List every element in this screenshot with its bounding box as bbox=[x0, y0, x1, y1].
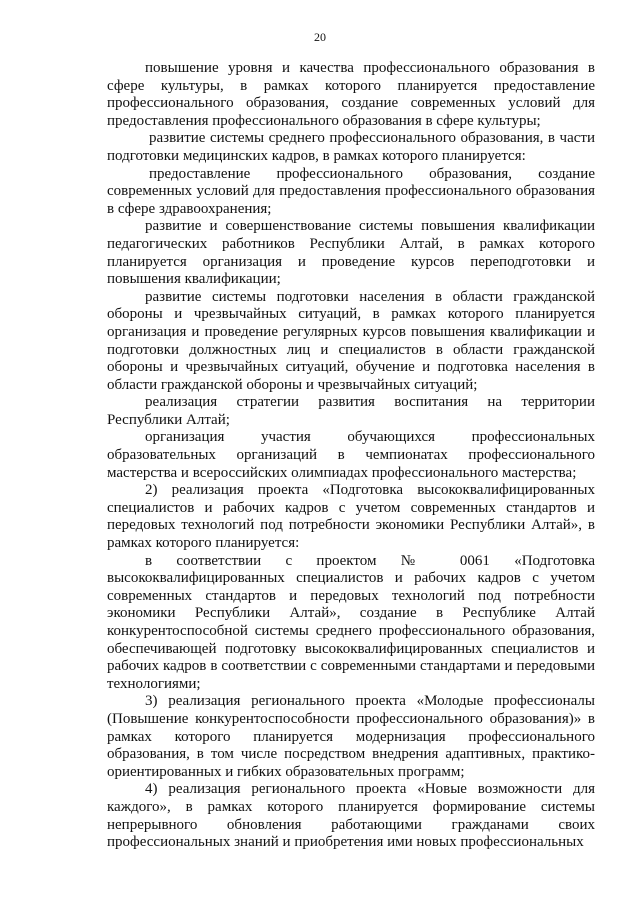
document-body bbox=[107, 60, 595, 852]
paragraph-civil-defense: развитие системы подготовки населения в области гражданской обороны и чрезвычайных ситуаций, в рамках которого планируется организация и проведение регулярных курсов повышения квалификации и подготовки должностных лиц и специалистов в области гражданской обороны и чрезвычайных ситуаций, обучение и подготовка населения в области гражданской обороны и чрезвычайных ситуаций; bbox=[107, 288, 595, 393]
paragraph-championships: организация участия обучающихся профессиональных образовательных организаций в чемпионатах профессионального мастерства и всероссийских олимпиадах профессионального мастерства; bbox=[107, 429, 595, 481]
paragraph-medical-training: развитие системы среднего профессионального образования, в части подготовки медицинских кадров, в рамках которого планируется: bbox=[107, 130, 595, 164]
paragraph-teacher-qualification: развитие и совершенствование системы повышения квалификации педагогических работников Республики Алтай, в рамках которого планируется организация и проведение курсов переподготовки и повышения квалификации; bbox=[107, 218, 595, 288]
paragraph-upbringing-strategy: реализация стратегии развития воспитания на территории Республики Алтай; bbox=[107, 394, 595, 428]
paragraph-project-4: 4) реализация регионального проекта «Новые возможности для каждого», в рамках которого планируется формирование системы непрерывного обновления работающими гражданами своих профессиональных знаний и приобретения ими новых профессиональных bbox=[107, 781, 595, 851]
paragraph-project-3: 3) реализация регионального проекта «Молодые профессионалы (Повышение конкурентоспособности профессионального образования)» в рамках которого планируется модернизация профессионального образования, в том числе посредством внедрения адаптивных, практико-ориентированных и гибких образовательных программ; bbox=[107, 693, 595, 780]
paragraph-project-2: 2) реализация проекта «Подготовка высококвалифицированных специалистов и рабочих кадров с учетом современных стандартов и передовых технологий под потребности экономики Республики Алтай», в рамках которого планируется: bbox=[107, 482, 595, 552]
paragraph-project-0061: в соответствии с проектом № 0061 «Подготовка высококвалифицированных специалистов и рабочих кадров с учетом современных стандартов и передовых технологий под потребности экономики Республики Алтай», создание в Республике Алтай конкурентоспособной системы среднего профессионального образования, обеспечивающей подготовку высококвалифицированных специалистов и рабочих кадров в соответствии с современными стандартами и передовыми технологиями; bbox=[107, 552, 595, 692]
paragraph-healthcare-education: предоставление профессионального образования, создание современных условий для предоставления профессионального образования в сфере здравоохранения; bbox=[107, 165, 595, 217]
page-number: 20 bbox=[314, 30, 326, 44]
paragraph-culture-education: повышение уровня и качества профессионального образования в сфере культуры, в рамках которого планируется предоставление профессионального образования, создание современных условий для предоставления профессионального образования в сфере культуры; bbox=[107, 60, 595, 129]
